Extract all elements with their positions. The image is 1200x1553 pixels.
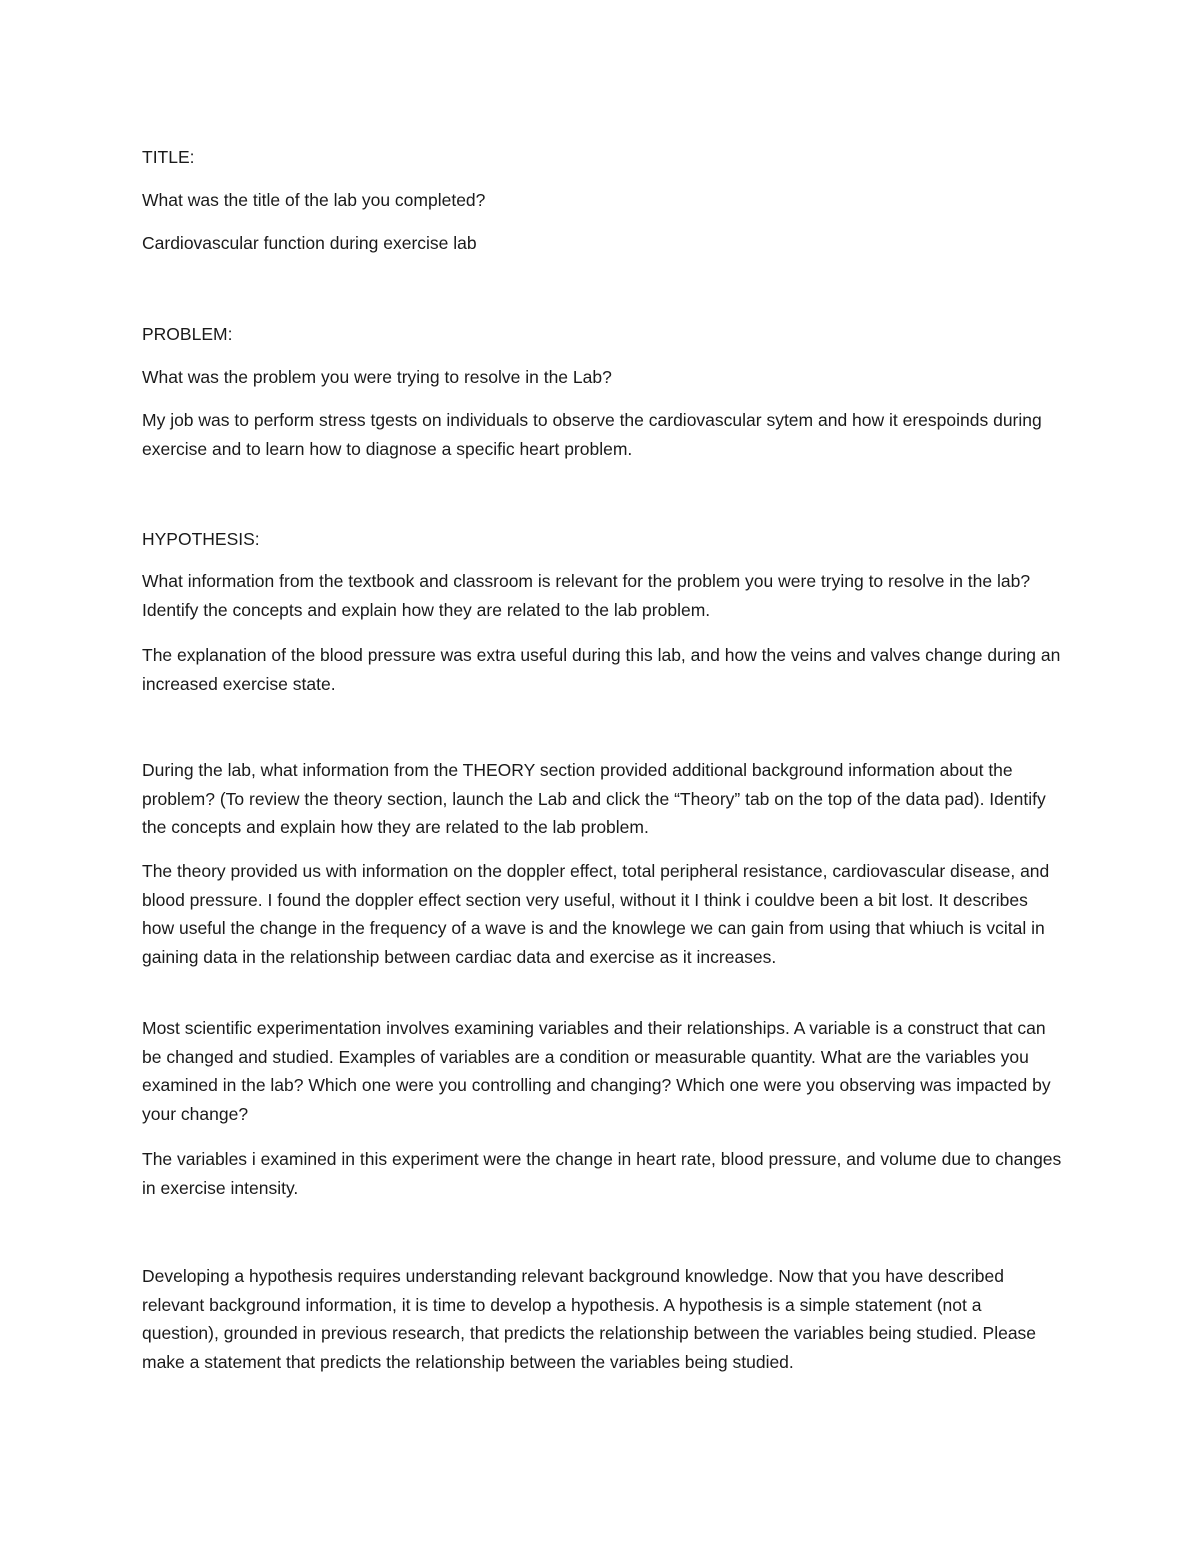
problem-question: What was the problem you were trying to resolve in the Lab? — [142, 367, 612, 387]
title-heading: TITLE: — [142, 147, 195, 167]
hypothesis-question-2: During the lab, what information from the THEORY section provided additional background information about the problem? (To review the theory section, launch the Lab and click the “Theory” tab on the top of the data pad). Identify the concepts and explain how they are related to the lab problem. — [142, 760, 1046, 837]
title-answer: Cardiovascular function during exercise lab — [142, 233, 477, 253]
hypothesis-answer-2: The theory provided us with information on the doppler effect, total peripheral resistance, cardiovascular disease, and blood pressure. I found the doppler effect section very useful, without it I think i couldve been a bit lost. It describes how useful the change in the frequency of a wave is and the knowlege we can gain from using that whiuch is vcital in gaining data in the relationship between cardiac data and exercise as it increases. — [142, 861, 1050, 967]
problem-answer: My job was to perform stress tgests on individuals to observe the cardiovascular sytem and how it erespoinds during exercise and to learn how to diagnose a specific heart problem. — [142, 410, 1042, 459]
problem-heading: PROBLEM: — [142, 324, 233, 344]
hypothesis-question-1: What information from the textbook and classroom is relevant for the problem you were trying to resolve in the lab? Identify the concepts and explain how they are related to the lab problem. — [142, 571, 1031, 620]
title-question: What was the title of the lab you completed? — [142, 190, 486, 210]
hypothesis-prompt: Developing a hypothesis requires understanding relevant background knowledge. Now that you have described relevant background information, it is time to develop a hypothesis. A hypothesis is a simple statement (not a question), grounded in previous research, that predicts the relationship between the variables being studied. Please make a statement that predicts the relationship between the variables being studied. — [142, 1266, 1037, 1372]
hypothesis-answer-1: The explanation of the blood pressure was extra useful during this lab, and how the veins and valves change during an increased exercise state. — [142, 645, 1061, 694]
variables-answer: The variables i examined in this experiment were the change in heart rate, blood pressure, and volume due to changes in exercise intensity. — [142, 1149, 1062, 1198]
hypothesis-heading: HYPOTHESIS: — [142, 529, 260, 549]
variables-question: Most scientific experimentation involves examining variables and their relationships. A variable is a construct that can be changed and studied. Examples of variables are a condition or measurable quantity. What are the variables you examined in the lab? Which one were you controlling and changing? Which one were you observing was impacted by your change? — [142, 1018, 1051, 1124]
